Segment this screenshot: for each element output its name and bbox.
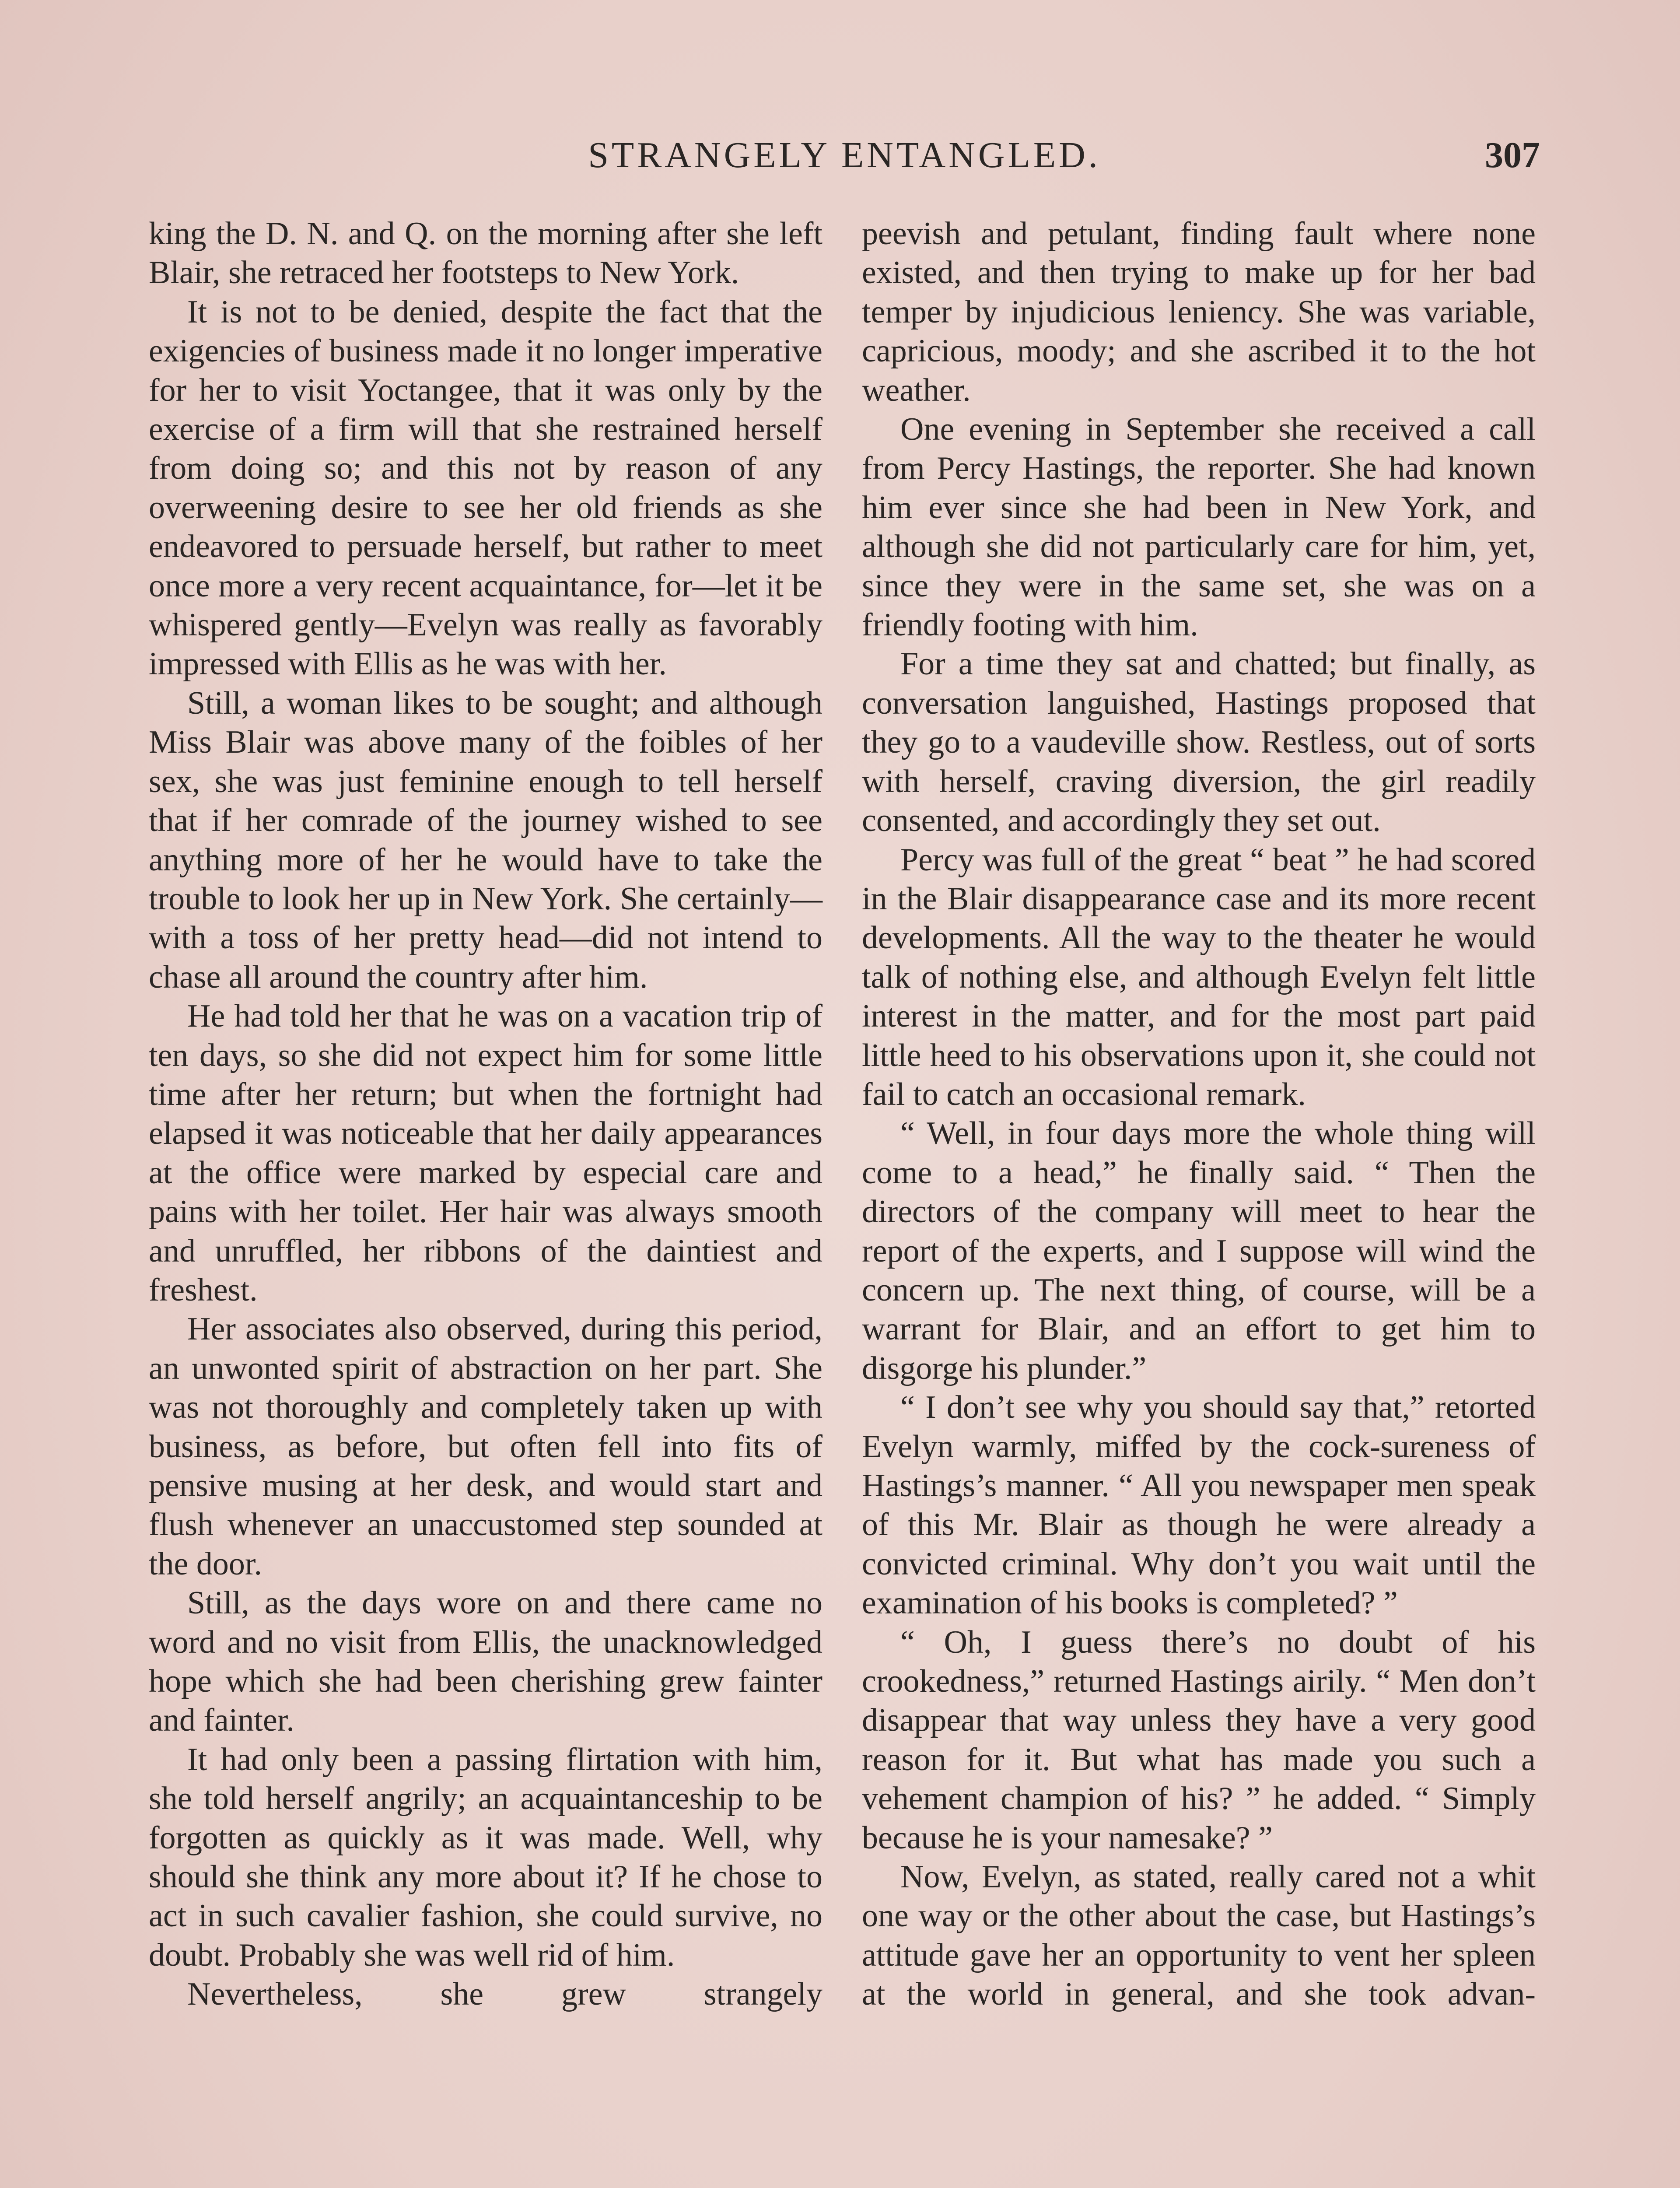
paragraph: Nevertheless, she grew strangely bbox=[187, 1976, 822, 2013]
paragraph: “ Well, in four days more the whole thing will come to a head,” he finally said. “ Then the directors of the company will meet to hear the report of the experts, and I suppose will wind the concern up. The next thing, of course, will be a warrant for Blair, and an effort to get him to disgorge his plunder.” bbox=[862, 1115, 1536, 1386]
paragraph: One evening in September she received a call from Percy Hastings, the reporter. She had known him ever since she had been in New York, and although she did not particularly care for him, yet, since they were in the same set, she was on a friendly footing with him. bbox=[862, 411, 1536, 643]
paragraph: peevish and petulant, finding fault where none existed, and then trying to make up for her bad temper by injudicious leniency. She was variable, capricious, moody; and she ascribed it to the hot weather. bbox=[862, 216, 1536, 408]
page-header bbox=[149, 131, 1540, 179]
paragraph: Still, a woman likes to be sought; and although Miss Blair was above many of the foibles of her sex, she was just feminine enough to tell herself that if her comrade of the journey wished to see anything more of her he would have to take the trouble to look her up in New York. She certainly—with a toss of her pretty head—did not intend to chase all around the country after him. bbox=[149, 685, 822, 995]
paragraph: For a time they sat and chatted; but finally, as conversation languished, Hastings proposed that they go to a vaudeville show. Restless, out of sorts with herself, craving diversion, the girl readily consented, and accordingly they set out. bbox=[862, 646, 1536, 839]
page-number: 307 bbox=[1485, 135, 1540, 175]
paragraph: king the D. N. and Q. on the morning after she left Blair, she retraced her footsteps to New York. bbox=[149, 216, 822, 291]
left-column bbox=[149, 214, 822, 2014]
paragraph: Percy was full of the great “ beat ” he had scored in the Blair disappearance case and its more recent developments. All the way to the theater he would talk of nothing else, and although Evelyn felt little interest in the matter, and for the most part paid little heed to his observations upon it, she could not fail to catch an occasional remark. bbox=[862, 842, 1536, 1112]
paragraph: He had told her that he was on a vacation trip of ten days, so she did not expect him for some little time after her return; but when the fortnight had elapsed it was noticeable that her daily appearances at the office were marked by especial care and pains with her toilet. Her hair was always smooth and unruffled, her ribbons of the daintiest and freshest. bbox=[149, 998, 822, 1308]
running-title: STRANGELY ENTANGLED. bbox=[588, 135, 1101, 175]
paragraph: “ Oh, I guess there’s no doubt of his crookedness,” returned Hastings airily. “ Men don’t disappear that way unless they have a very good reason for it. But what has made you such a vehement champion of his? ” he added. “ Simply because he is your namesake? ” bbox=[862, 1624, 1536, 1856]
paragraph: Still, as the days wore on and there came no word and no visit from Ellis, the unacknowledged hope which she had been cherishing grew fainter and fainter. bbox=[149, 1585, 822, 1739]
paragraph: Her associates also observed, during this period, an unwonted spirit of abstraction on her part. She was not thoroughly and completely taken up with business, as before, but often fell into fits of pensive musing at her desk, and would start and flush whenever an unaccustomed step sounded at the door. bbox=[149, 1311, 822, 1582]
right-column bbox=[862, 214, 1536, 2014]
paragraph: It is not to be denied, despite the fact that the exigencies of business made it no longer imperative for her to visit Yoctangee, that it was only by the exercise of a firm will that she restrained herself from doing so; and this not by reason of any overweening desire to see her old friends as she endeavored to persuade herself, but rather to meet once more a very recent acquaintance, for—let it be whispered gently—Evelyn was really as favorably impressed with Ellis as he was with her. bbox=[149, 294, 822, 682]
paragraph: Now, Evelyn, as stated, really cared not a whit one way or the other about the case, but Hastings’s attitude gave her an opportunity to vent her spleen at the world in general, and she took advan- bbox=[862, 1859, 1536, 2013]
paragraph: “ I don’t see why you should say that,” retorted Evelyn warmly, miffed by the cock-sureness of Hastings’s manner. “ All you newspaper men speak of this Mr. Blair as though he were already a convicted criminal. Why don’t you wait until the examination of his books is completed? ” bbox=[862, 1389, 1536, 1621]
paragraph: It had only been a passing flirtation with him, she told herself angrily; an acquaintanceship to be forgotten as quickly as it was made. Well, why should she think any more about it? If he chose to act in such cavalier fashion, she could survive, no doubt. Probably she was well rid of him. bbox=[149, 1741, 822, 1973]
